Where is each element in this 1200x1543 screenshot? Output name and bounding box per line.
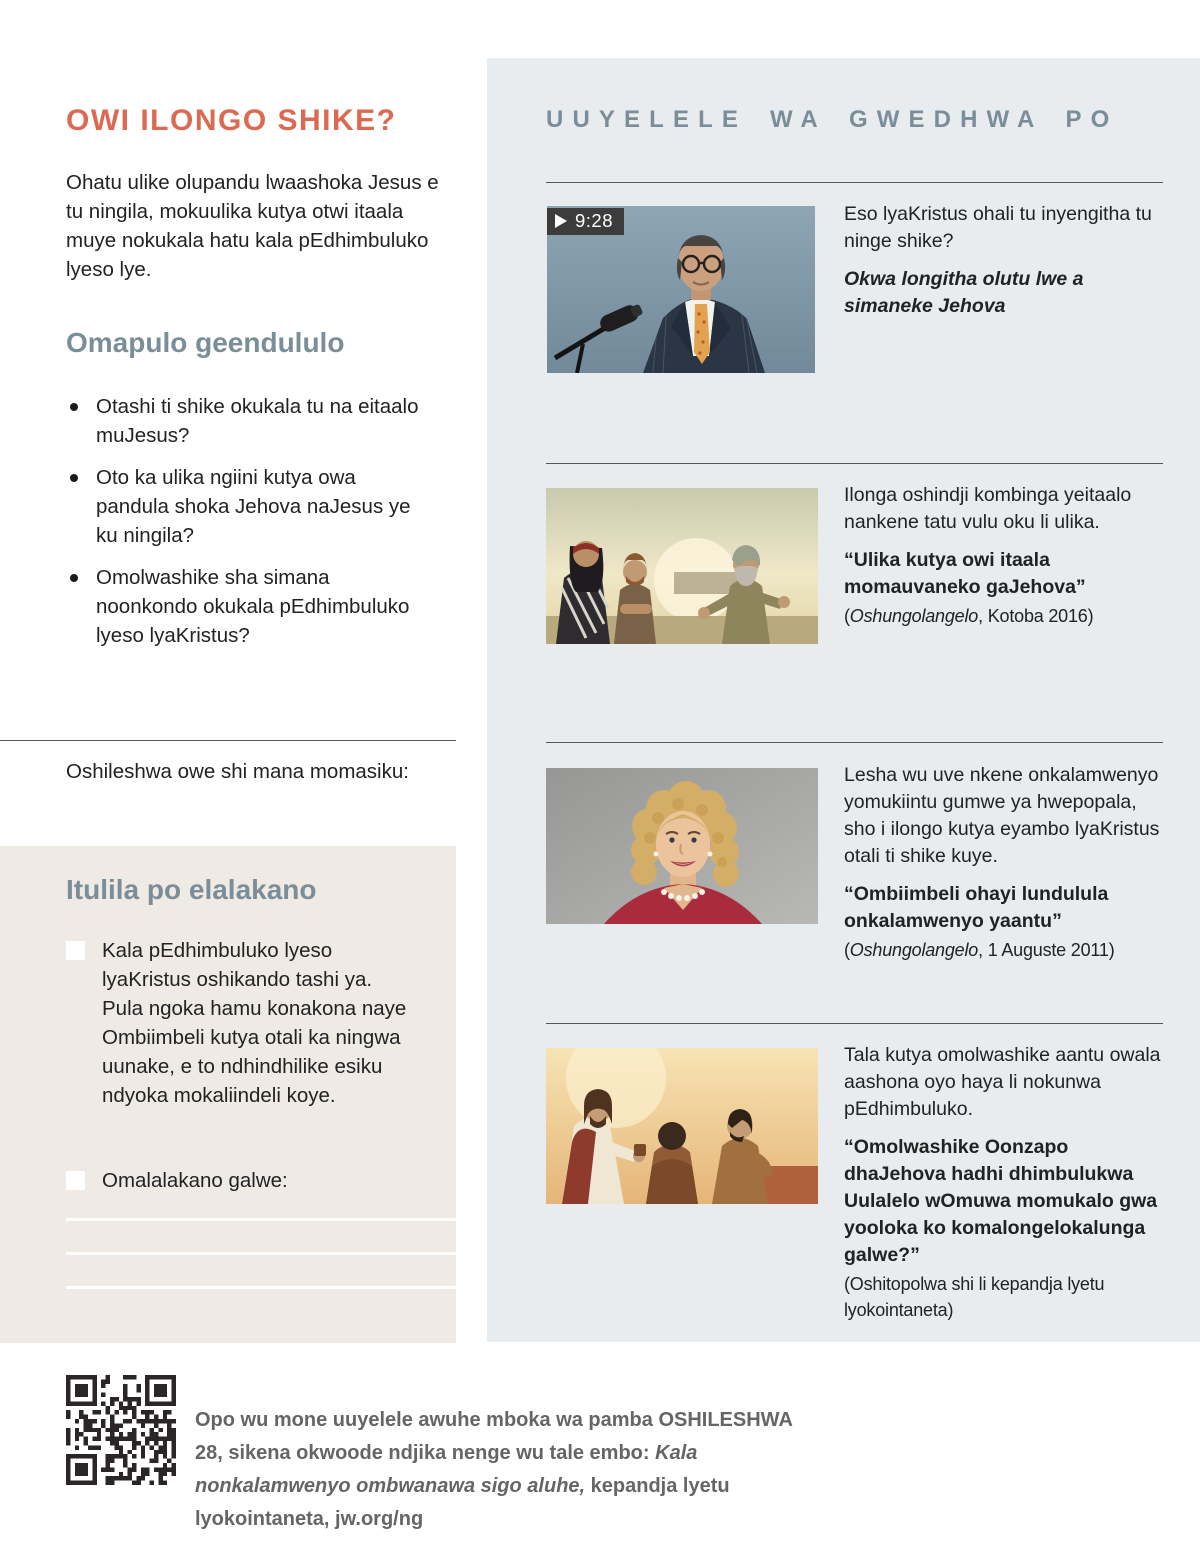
write-in-line[interactable] bbox=[66, 1286, 456, 1289]
section-lead: Ilonga oshindji kombinga yeitaalo nankene tatu vulu oku li ulika. bbox=[844, 484, 1132, 533]
goal-box bbox=[0, 846, 456, 1343]
bullet-icon bbox=[70, 403, 78, 411]
section-quote: Okwa longitha olutu lwe a simaneke Jehova bbox=[844, 268, 1084, 317]
jesus-sharing-meal-with-disciples-image bbox=[546, 1048, 818, 1204]
supplement-heading: UUYELELE WA GWEDHWA PO bbox=[546, 106, 1119, 133]
footer-text-before: Opo wu mone uuyelele awuhe mboka wa pamba OSHILESHWA 28, sikena okwoode ndjika nenge wu tale embo: bbox=[195, 1409, 793, 1464]
section-quote: “Ombiimbeli ohayi lundulula onkalamwenyo yaantu” bbox=[844, 883, 1109, 932]
review-questions-heading: Omapulo geendululo bbox=[66, 327, 345, 358]
section-quote: “Omolwashike Oonzapo dhaJehova hadhi dhimbulukwa Uulalelo wOmuwa momukalo gwa yooloka ko komalongelokalunga galwe?” bbox=[844, 1136, 1158, 1266]
goal-item-text: Kala pEdhimbuluko lyeso lyaKristus oshikando tashi ya. Pula ngoka hamu konakona naye Ombiimbeli kutya otali ka ningwa uunake, e to ndhindhilike esiku ndyoka mokaliindeli koye. bbox=[102, 939, 407, 1107]
article-image bbox=[546, 1048, 818, 1204]
divider bbox=[546, 742, 1163, 743]
divider bbox=[0, 740, 456, 741]
smiling-woman-image bbox=[546, 768, 818, 924]
section-quote: “Ulika kutya owi itaala momauvaneko gaJehova” bbox=[844, 549, 1086, 598]
goal-item bbox=[66, 936, 418, 1110]
media-section-text bbox=[844, 1042, 1168, 1323]
section-lead: Lesha wu uve nkene onkalamwenyo yomukiintu gumwe ya hwepopala, sho i ilongo kutya eyambo lyaKristus otali ti shike kuye. bbox=[844, 764, 1160, 867]
footer-text-after: kepandja lyetu lyokointaneta, jw.org/ng bbox=[195, 1475, 730, 1530]
divider bbox=[546, 182, 1163, 183]
review-question bbox=[66, 463, 434, 550]
media-section-text bbox=[844, 201, 1168, 320]
goal-checkbox[interactable] bbox=[66, 941, 85, 960]
play-icon bbox=[555, 214, 567, 228]
review-question bbox=[66, 563, 434, 650]
divider bbox=[546, 463, 1163, 464]
section-source: (Oshitopolwa shi li kepandja lyetu lyokointaneta) bbox=[844, 1274, 1105, 1320]
intro-text: Ohatu ulike olupandu lwaashoka Jesus e tu ningila, mokuulika kutya otwi itaala muye nokukala hatu kala pEdhimbuluko lyeso lye. bbox=[66, 171, 439, 281]
qr-code bbox=[66, 1375, 176, 1485]
video-thumbnail[interactable] bbox=[547, 206, 815, 373]
page-title: OWI ILONGO SHIKE? bbox=[66, 104, 397, 137]
section-lead: Eso lyaKristus ohali tu inyengitha tu ninge shike? bbox=[844, 203, 1152, 252]
goal-item bbox=[66, 1166, 418, 1195]
video-duration: 9:28 bbox=[575, 210, 614, 231]
media-section-text bbox=[844, 482, 1168, 629]
goal-box-heading: Itulila po elalakano bbox=[66, 874, 317, 905]
write-in-line[interactable] bbox=[66, 1218, 456, 1221]
goal-item-text: Omalalakano galwe: bbox=[102, 1169, 288, 1192]
bullet-icon bbox=[70, 474, 78, 482]
goal-checkbox[interactable] bbox=[66, 1171, 85, 1190]
bullet-icon bbox=[70, 574, 78, 582]
completed-date-label: Oshileshwa owe shi mana momasiku: bbox=[66, 760, 409, 783]
review-question-text: Omolwashike sha simana noonkondo okukala pEdhimbuluko lyeso lyaKristus? bbox=[96, 566, 410, 647]
noah-talking-with-two-men-image bbox=[546, 488, 818, 644]
review-question-text: Oto ka ulika ngiini kutya owa pandula shoka Jehova naJesus ye ku ningila? bbox=[96, 466, 411, 547]
review-questions-list bbox=[66, 392, 434, 663]
article-image bbox=[546, 488, 818, 644]
review-question bbox=[66, 392, 434, 450]
video-duration-badge bbox=[547, 208, 624, 235]
review-question-text: Otashi ti shike okukala tu na eitaalo muJesus? bbox=[96, 395, 419, 447]
write-in-line[interactable] bbox=[66, 1252, 456, 1255]
section-source: (Oshungolangelo, 1 Auguste 2011) bbox=[844, 940, 1115, 960]
section-lead: Tala kutya omolwashike aantu owala aashona oyo haya li nokunwa pEdhimbuluko. bbox=[844, 1044, 1161, 1120]
footer-text-italic: Kala nonkalamwenyo ombwanawa sigo aluhe, bbox=[195, 1442, 698, 1497]
section-source: (Oshungolangelo, Kotoba 2016) bbox=[844, 606, 1094, 626]
footer-text bbox=[195, 1404, 795, 1536]
media-section-text bbox=[844, 762, 1168, 963]
supplement-panel bbox=[487, 58, 1200, 1342]
divider bbox=[546, 1023, 1163, 1024]
article-image bbox=[546, 768, 818, 924]
